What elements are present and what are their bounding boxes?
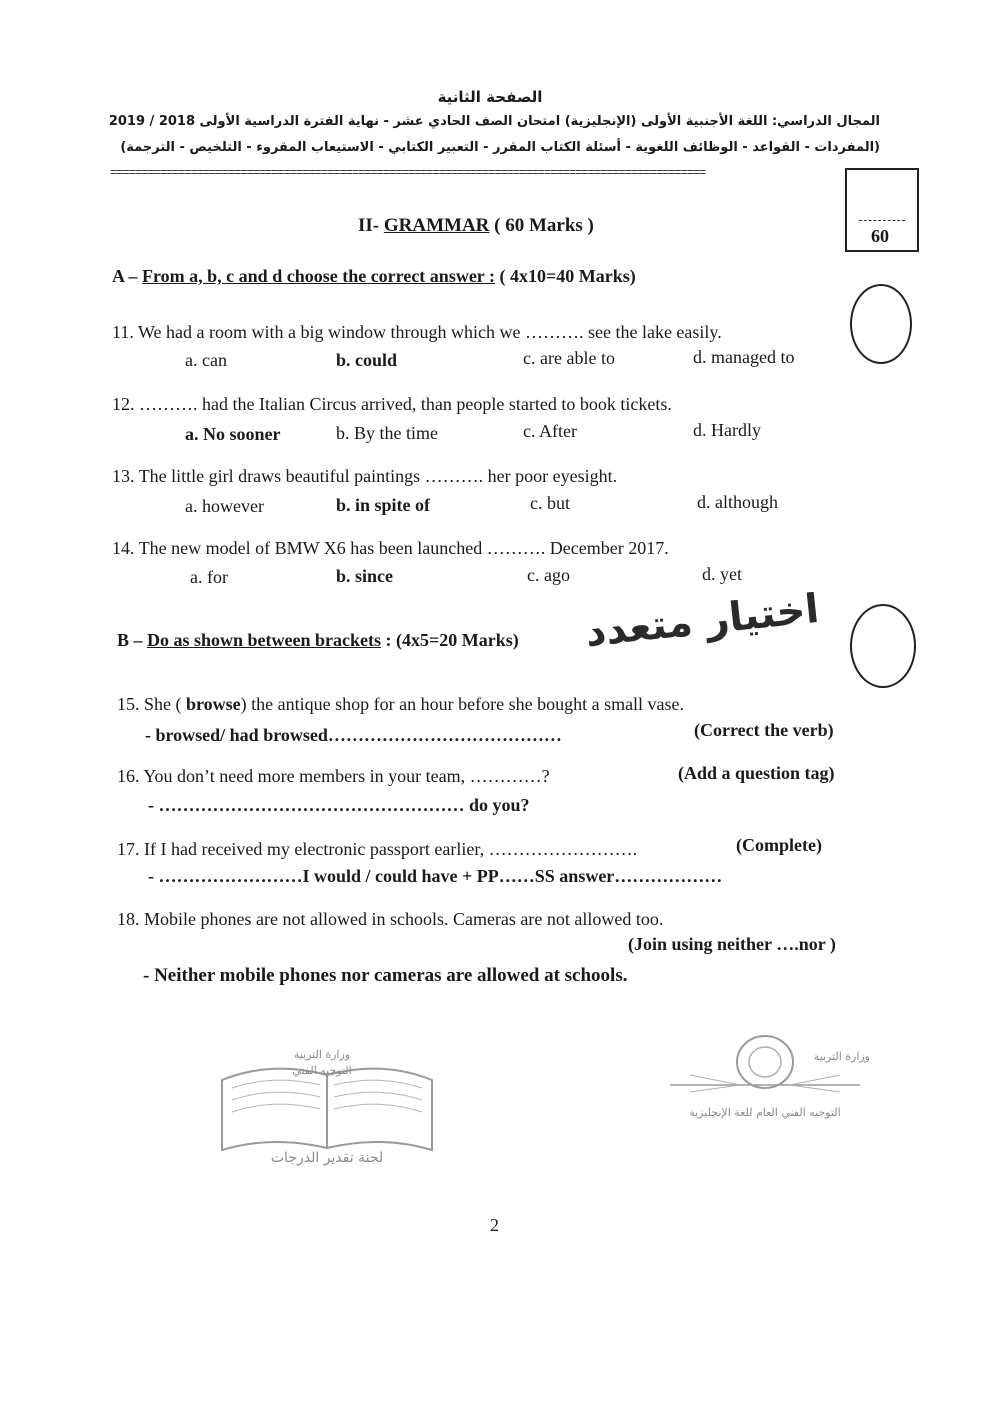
part-b-heading (117, 630, 519, 651)
q11-option-b: b. could (336, 350, 398, 370)
q11-option-d: d. managed to (693, 347, 795, 367)
part-a-marks: ( 4x10=40 Marks) (494, 266, 636, 286)
grading-circle-a (850, 284, 912, 364)
handwritten-note: اختيار متعدد (583, 585, 822, 657)
item-15-answer: - browsed/ had browsed………………………………… (145, 725, 562, 745)
section-suffix: ( 60 Marks ) (489, 215, 594, 236)
item-15-question (117, 694, 684, 715)
q12-option-b: b. By the time (336, 423, 438, 443)
left-stamp-line-3: لجنة تقدير الدرجات (270, 1150, 384, 1166)
q11-option-c: c. are able to (523, 348, 615, 368)
q13-option-a: a. however (185, 496, 264, 516)
q14-option-c: c. ago (527, 565, 570, 585)
right-stamp-emblem-icon (660, 1030, 870, 1100)
page-number: 2 (490, 1215, 499, 1235)
question-11: 11. We had a room with a big window through which we ………. see the lake easily. (112, 322, 722, 342)
q14-option-a: a. for (190, 567, 228, 587)
question-14: 14. The new model of BMW X6 has been launched ………. December 2017. (112, 538, 669, 558)
item-18-answer: - Neither mobile phones nor cameras are allowed at schools. (143, 965, 628, 986)
section-main: GRAMMAR (383, 215, 490, 236)
q12-option-c: c. After (523, 421, 577, 441)
item-16-answer: - …………………………………………… do you? (148, 795, 530, 815)
q13-option-d: d. although (697, 492, 778, 512)
item-17-hint: (Complete) (736, 835, 822, 855)
header-separator: ================================================================================================ (110, 166, 706, 180)
item-18-hint: (Join using neither ….nor ) (628, 934, 836, 954)
item-16-question: 16. You don’t need more members in your team, …………? (117, 766, 550, 786)
score-box (845, 168, 919, 252)
q11-option-a: a. can (185, 350, 227, 370)
part-a-label: A – (112, 266, 143, 286)
right-stamp-line-1: وزارة التربية (813, 1050, 870, 1063)
q13-option-c: c. but (530, 493, 570, 513)
item-17-answer: - ……………………I would / could have + PP……SS answer……………… (148, 866, 723, 886)
item-16-hint: (Add a question tag) (678, 763, 835, 783)
q14-option-d: d. yet (702, 564, 742, 584)
item-15-hint: (Correct the verb) (694, 720, 834, 740)
q13-option-b: b. in spite of (336, 495, 431, 515)
item-15-verb: browse (186, 694, 241, 714)
item-18-question: 18. Mobile phones are not allowed in schools. Cameras are not allowed too. (117, 909, 664, 929)
grading-circle-b (850, 604, 916, 688)
section-prefix: II- (358, 215, 384, 236)
item-17-question: 17. If I had received my electronic passport earlier, ……………………. (117, 839, 638, 859)
part-a-instruction: From a, b, c and d choose the correct answer : (142, 266, 495, 286)
q12-option-d: d. Hardly (693, 420, 761, 440)
item-15-post: ) the antique shop for an hour before she bought a small vase. (240, 694, 685, 714)
question-12: 12. ………. had the Italian Circus arrived, than people started to book tickets. (112, 394, 672, 414)
right-stamp-line-2: التوجيه الفني العام للغة الإنجليزية (689, 1106, 841, 1119)
score-value: 60 (871, 226, 889, 246)
header-line-2: (المفردات - القواعد - الوظائف اللغوية - أسئلة الكتاب المقرر - التعبير الكتابي - الاستيعاب المقروء - التلخيص - الترجمة) (120, 140, 880, 155)
part-a-heading (112, 266, 636, 287)
question-13: 13. The little girl draws beautiful paintings ………. her poor eyesight. (112, 466, 618, 486)
header-line-1: المجال الدراسي: اللغة الأجنبية الأولى (الإنجليزية) امتحان الصف الحادي عشر - نهاية الفترة الدراسية الأولى 2018 / 2019 (108, 114, 880, 129)
section-title (358, 215, 594, 237)
item-15-pre: 15. She ( (117, 694, 186, 714)
page-label: الصفحة الثانية (437, 88, 543, 106)
left-stamp-line-1: وزارة التربية (293, 1048, 351, 1061)
part-b-marks: : (4x5=20 Marks) (381, 630, 519, 650)
part-b-label: B – (117, 630, 148, 650)
left-stamp-line-2: التوجيه الفني (292, 1064, 352, 1077)
q14-option-b: b. since (336, 566, 394, 586)
q12-option-a: a. No sooner (185, 424, 281, 444)
part-b-instruction: Do as shown between brackets (147, 630, 382, 650)
